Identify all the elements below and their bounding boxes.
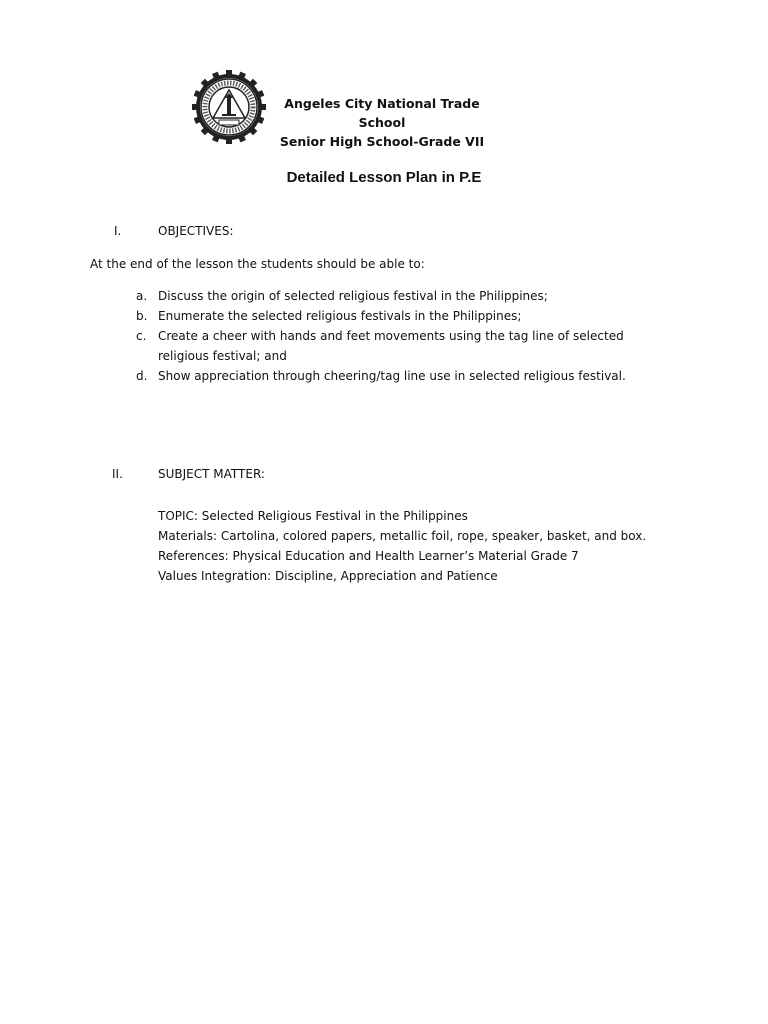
subject-materials: Materials: Cartolina, colored papers, metallic foil, rope, speaker, basket, and box. <box>158 529 647 543</box>
list-item-letter: c. <box>136 329 147 343</box>
school-subtitle: Senior High School-Grade VII <box>279 134 485 149</box>
list-item <box>133 286 653 306</box>
list-item-text: Create a cheer with hands and feet movements using the tag line of selected religious festival; and <box>158 329 624 363</box>
subject-references: References: Physical Education and Health Learner’s Material Grade 7 <box>158 549 579 563</box>
section-heading-objectives: OBJECTIVES: <box>158 224 234 238</box>
list-item-text: Discuss the origin of selected religious festival in the Philippines; <box>158 289 548 303</box>
subject-topic: TOPIC: Selected Religious Festival in the Philippines <box>158 509 468 523</box>
list-item <box>133 326 653 366</box>
list-item-letter: b. <box>136 309 148 323</box>
objectives-list <box>133 286 653 386</box>
list-item-letter: a. <box>136 289 148 303</box>
subject-matter-block <box>158 506 678 586</box>
list-item-letter: d. <box>136 369 148 383</box>
list-item-text: Enumerate the selected religious festivals in the Philippines; <box>158 309 522 323</box>
list-item <box>133 366 653 386</box>
objectives-intro: At the end of the lesson the students should be able to: <box>90 257 425 271</box>
school-header <box>262 94 502 151</box>
school-name: Angeles City National Trade School <box>284 96 480 130</box>
section-heading-subject-matter: SUBJECT MATTER: <box>158 467 265 481</box>
section-number: II. <box>112 467 123 481</box>
list-item <box>133 306 653 326</box>
list-item-text: Show appreciation through cheering/tag line use in selected religious festival. <box>158 369 626 383</box>
section-number: I. <box>114 224 122 238</box>
subject-values: Values Integration: Discipline, Appreciation and Patience <box>158 569 498 583</box>
lesson-title: Detailed Lesson Plan in P.E <box>286 169 482 186</box>
school-seal-icon <box>192 70 266 144</box>
